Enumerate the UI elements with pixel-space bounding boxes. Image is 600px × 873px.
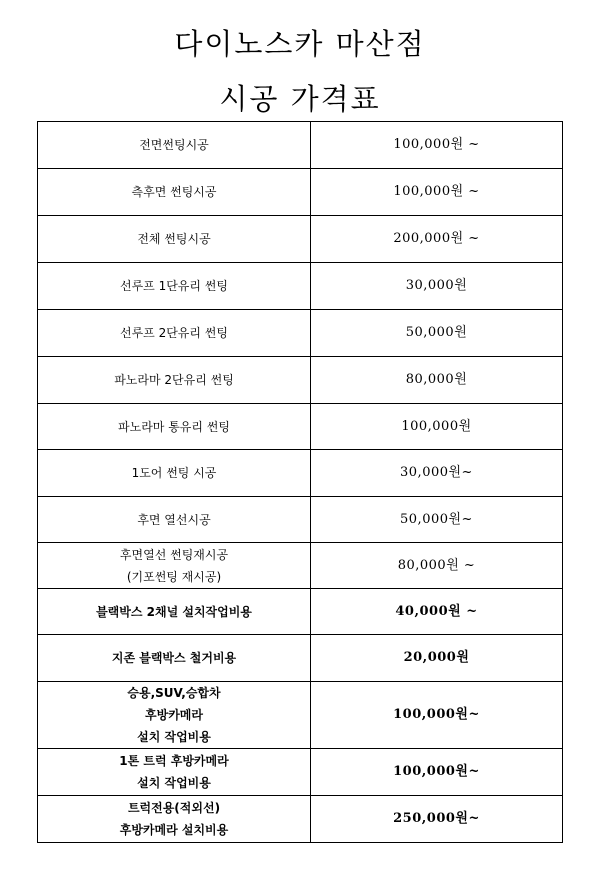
service-name-cell [38,796,311,843]
service-name-line: 지존 블랙박스 철거비용 [111,651,237,665]
price-cell: 100,000원 ~ [311,122,563,169]
service-name-cell [38,543,311,589]
service-name-line: 측후면 썬팅시공 [131,185,217,199]
service-name-cell [38,589,311,635]
price-cell: 40,000원 ~ [311,589,563,635]
table-row [38,543,563,589]
price-cell: 80,000원 [311,357,563,404]
service-name-line: 트럭전용(적외선) [127,801,221,815]
table-row [38,749,563,796]
service-name-cell [38,450,311,497]
service-name-line: 블랙박스 2채널 설치작업비용 [96,604,252,619]
page-title: 다이노스카 마산점 [174,27,426,61]
table-row [38,450,563,497]
service-name-cell [38,122,311,169]
price-cell: 80,000원 ~ [311,543,563,589]
service-name-line: 1톤 트럭 후방카메라 [119,754,229,768]
price-cell: 50,000원 [311,310,563,357]
service-name-line: 후방카메라 설치비용 [119,823,229,837]
service-name-cell [38,497,311,543]
table-row [38,263,563,310]
table-row [38,122,563,169]
service-name-cell [38,169,311,216]
price-cell: 100,000원 [311,404,563,450]
service-name-line: 전면썬팅시공 [139,138,209,152]
service-name-cell [38,749,311,796]
service-name-line: 선루프 1단유리 썬팅 [119,279,228,293]
price-cell: 100,000원 ~ [311,169,563,216]
table-row [38,497,563,543]
price-cell: 50,000원~ [311,497,563,543]
table-row [38,310,563,357]
price-cell: 100,000원~ [311,682,563,749]
service-name-cell [38,216,311,263]
service-name-line: 후면 열선시공 [137,512,211,527]
service-name-cell [38,635,311,682]
price-table [37,121,563,843]
table-row [38,635,563,682]
price-cell: 30,000원~ [311,450,563,497]
price-cell: 30,000원 [311,263,563,310]
service-name-line: 설치 작업비용 [137,730,211,744]
table-row [38,589,563,635]
service-name-line: 후면열선 썬팅재시공 [119,547,229,562]
service-name-cell [38,263,311,310]
table-row [38,169,563,216]
service-name-line: 설치 작업비용 [137,776,211,790]
service-name-cell [38,682,311,749]
table-row [38,796,563,843]
service-name-line: 승용,SUV,승합차 [127,686,221,700]
price-cell: 200,000원 ~ [311,216,563,263]
price-cell: 100,000원~ [311,749,563,796]
service-name-line: 후방카메라 [145,708,203,722]
service-name-cell [38,310,311,357]
service-name-line: (기포썬팅 재시공) [126,569,222,584]
service-name-cell [38,404,311,450]
page-subtitle: 시공 가격표 [219,82,381,116]
service-name-line: 파노라마 2단유리 썬팅 [114,373,234,387]
service-name-line: 전체 썬팅시공 [137,232,211,246]
table-row [38,682,563,749]
service-name-line: 파노라마 통유리 썬팅 [118,419,230,434]
price-cell: 20,000원 [311,635,563,682]
table-row [38,404,563,450]
service-name-cell [38,357,311,404]
service-name-line: 선루프 2단유리 썬팅 [119,326,228,340]
price-cell: 250,000원~ [311,796,563,843]
table-row [38,216,563,263]
service-name-line: 1도어 썬팅 시공 [131,466,217,480]
table-row [38,357,563,404]
